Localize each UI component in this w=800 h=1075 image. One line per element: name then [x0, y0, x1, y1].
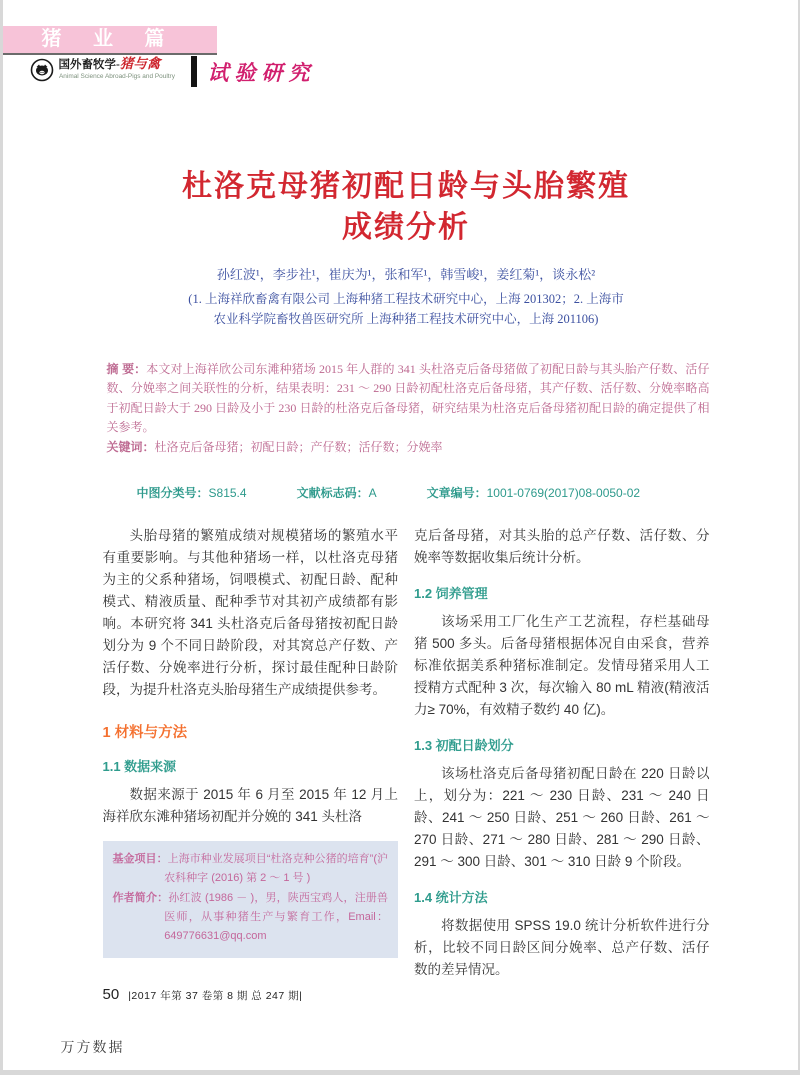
article-title — [103, 166, 710, 249]
affiliation-line1: (1. 上海祥欣畜禽有限公司 上海种猪工程技术研究中心，上海 201302；2. 上海市 — [188, 291, 624, 306]
journal-name-cn: 国外畜牧学-猪与禽 — [58, 55, 161, 71]
body-columns — [103, 525, 710, 981]
page-footer — [103, 986, 303, 1003]
article-title-line1: 杜洛克母猪初配日龄与头胎繁殖 — [182, 170, 630, 203]
clc-value: S815.4 — [208, 486, 247, 501]
right-column — [414, 525, 710, 981]
fund-text: 上海市种业发展项目“杜洛克种公猪的培育”(沪农科种字 (2016) 第 2 ～ 1 号 ) — [164, 853, 388, 885]
header-divider — [191, 56, 197, 87]
keywords-paragraph — [107, 438, 710, 457]
left-column — [103, 525, 399, 981]
keywords-text: 杜洛克后备母猪；初配日龄；产仔数；活仔数；分娩率 — [154, 439, 443, 454]
clc-item — [137, 484, 247, 501]
article-id-item — [427, 484, 640, 501]
abstract-label: 摘 要： — [106, 362, 147, 377]
meta-row — [103, 484, 710, 501]
fund-line — [113, 850, 389, 889]
section1-2-heading: 1.2 饲养管理 — [414, 586, 488, 602]
continuation-paragraph: 克后备母猪，对其头胎的总产仔数、活仔数、分娩率等数据收集后统计分析。 — [414, 528, 710, 566]
article-title-line2: 成绩分析 — [342, 211, 470, 245]
section1-1-heading: 1.1 数据来源 — [102, 759, 177, 775]
pig-logo-icon — [30, 57, 54, 87]
article-id-label: 文章编号： — [426, 486, 487, 501]
page-number: 50 — [102, 986, 120, 1003]
bio-line — [113, 889, 389, 947]
section1-4-heading: 1.4 统计方法 — [414, 890, 488, 906]
section1-3-paragraph: 该场杜洛克后备母猪初配日龄在 220 日龄以上，划分为：221 ～ 230 日龄、231 ～ 240 日龄、241 ～ 250 日龄、251 ～ 260 日龄、261 ～ 270 日龄、271 ～ 280 日龄、281 ～ 290 日龄、291 ～ 300 日龄、301 ～ 310 日龄 9 个阶段。 — [414, 766, 710, 870]
fund-label: 基金项目： — [112, 853, 168, 866]
affiliation-line2: 农业科学院畜牧兽医研究所 上海种猪工程技术研究中心，上海 201106) — [213, 312, 599, 327]
section1-1-paragraph: 数据来源于 2015 年 6 月至 2015 年 12 月上海祥欣东滩种猪场初配并分娩的 341 头杜洛 — [102, 787, 398, 825]
journal-logo — [30, 57, 181, 87]
clc-label: 中图分类号： — [136, 486, 209, 501]
journal-name-red: 猪与禽 — [119, 55, 161, 71]
intro-paragraph: 头胎母猪的繁殖成绩对规模猪场的繁殖水平有重要影响。与其他种猪场一样，以杜洛克母猪为主的父系种猪场，饲喂模式、初配日龄、配种模式、精液质量、配种季节对其初产成绩都有影响。本研究将 341 头杜洛克后备母猪按初配日龄划分为 9 个不同日龄阶段，对其窝总产仔数、产活仔数、分娩率进行分析，探讨最佳配种日龄阶段，为提升杜洛克头胎母猪生产成绩提供参考。 — [102, 528, 398, 698]
journal-name-block — [59, 57, 181, 81]
section-banner-label: 猪 业 篇 — [41, 28, 178, 50]
doc-code-label: 文献标志码： — [296, 486, 369, 501]
section1-3-heading: 1.3 初配日龄划分 — [414, 738, 514, 754]
footnote-box — [103, 841, 399, 958]
journal-page — [3, 0, 798, 1070]
section1-2-paragraph: 该场采用工厂化生产工艺流程，存栏基础母猪 500 多头。后备母猪根据体况自由采食，营养标准依据美系种猪标准制定。发情母猪采用人工授精方式配种 3 次，每次输入 80 mL 精液(精液活力≥ 70%，有效精子数约 40 亿)。 — [414, 614, 710, 718]
article-id-value: 1001-0769(2017)08-0050-02 — [486, 486, 641, 501]
section-banner — [3, 26, 217, 55]
journal-name-en: Animal Science Abroad-Pigs and Poultry — [58, 73, 175, 81]
wanfang-watermark: 万方数据 — [60, 1041, 125, 1056]
column-title: 试验研究 — [207, 60, 316, 85]
doc-code-value: A — [368, 486, 377, 501]
section1-4-paragraph: 将数据使用 SPSS 19.0 统计分析软件进行分析，比较不同日龄区间分娩率、总产仔数、活仔数的差异情况。 — [414, 918, 710, 978]
authors-line: 孙红波¹，李步社¹，崔庆为¹，张和军¹，韩雪峻¹，姜红菊¹，谈永松² — [216, 266, 596, 282]
keywords-label: 关键词： — [106, 439, 155, 454]
bio-text: 孙红波 (1986 － )，男，陕西宝鸡人，注册兽医师，从事种猪生产与繁育工作，Email：649776631@qq.com — [164, 891, 389, 943]
abstract-paragraph — [107, 360, 710, 438]
affiliation — [103, 289, 710, 330]
bio-label: 作者简介： — [112, 891, 169, 904]
issue-info: |2017 年第 37 卷第 8 期 总 247 期| — [128, 990, 303, 1002]
abstract-block — [107, 360, 710, 457]
section1-heading: 1 材料与方法 — [102, 725, 188, 742]
journal-header — [30, 56, 316, 87]
doc-code-item — [297, 484, 377, 501]
abstract-text: 本文对上海祥欣公司东滩种猪场 2015 年人群的 341 头杜洛克后备母猪做了初配日龄与其头胎产仔数、活仔数、分娩率之间关联性的分析，结果表明：231 ～ 290 日龄初配杜洛克后备母猪，其产仔数、活仔数、分娩率略高于初配日龄大于 290 日龄及小于 230 日龄的杜洛克后备母猪，研究结果为杜洛克后备母猪初配日龄的确定提供了相关参考。 — [106, 362, 710, 435]
